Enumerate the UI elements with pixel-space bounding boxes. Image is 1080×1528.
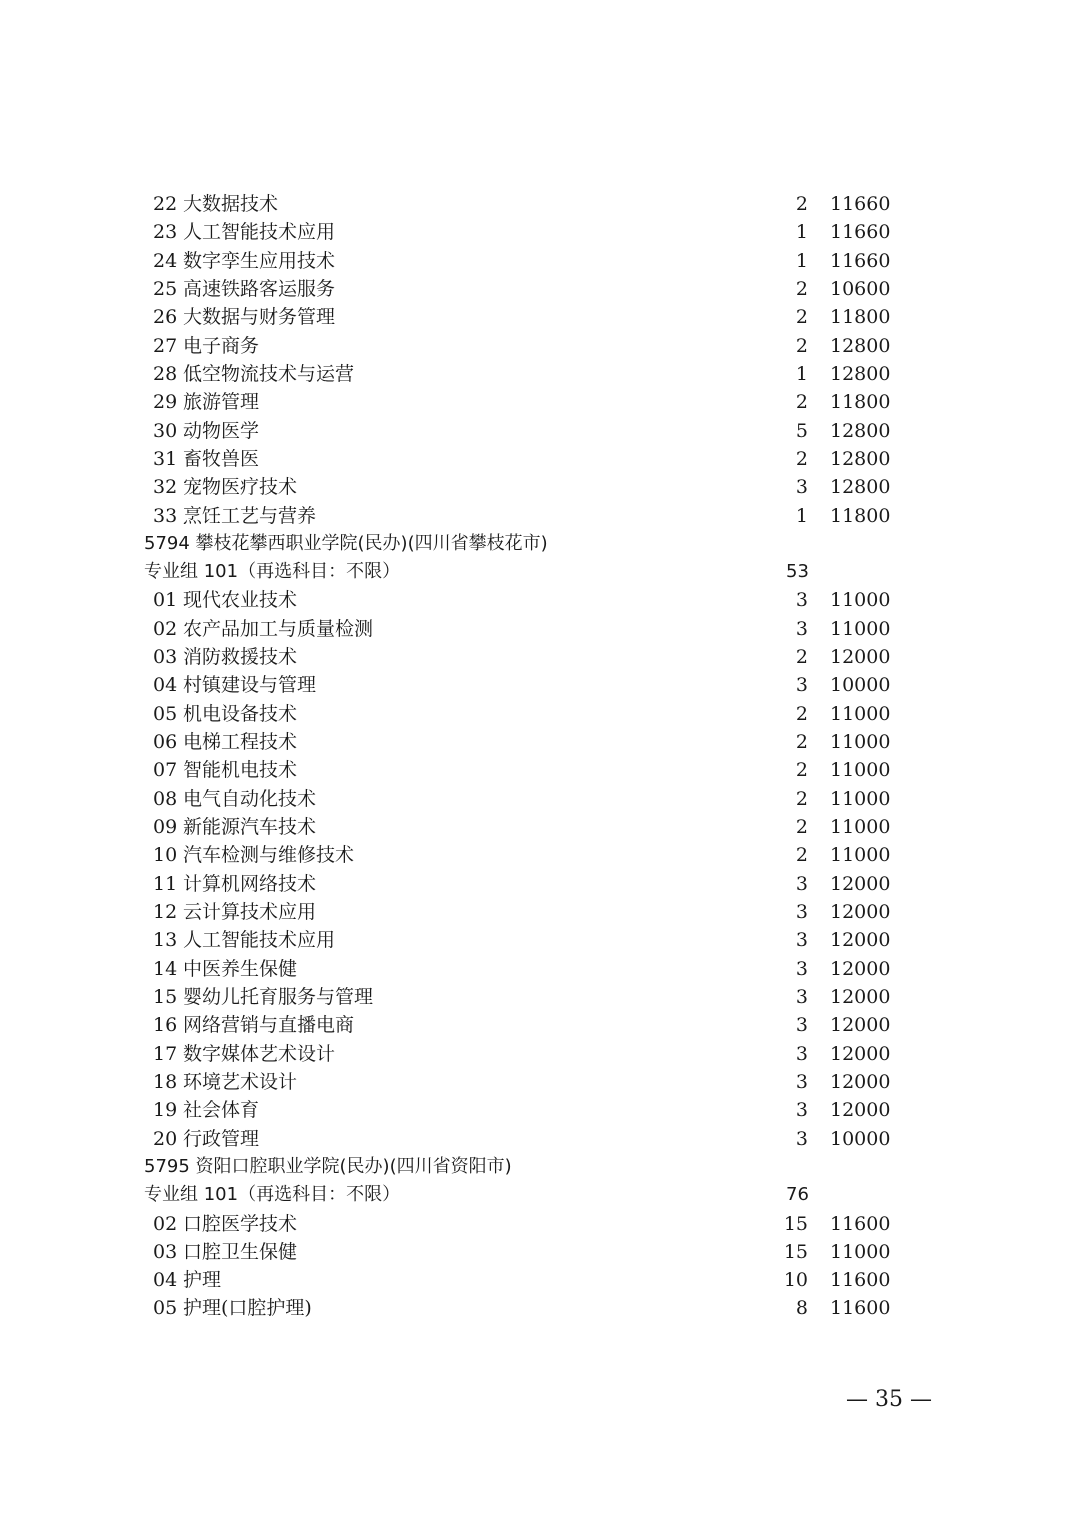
major-code: 22 bbox=[153, 193, 178, 215]
enrollment-count: 3 bbox=[795, 957, 808, 980]
tuition-fee: 10000 bbox=[830, 1127, 891, 1150]
tuition-fee: 12000 bbox=[830, 1014, 891, 1037]
tuition-fee: 12800 bbox=[830, 476, 891, 499]
tuition-fee: 11600 bbox=[830, 1269, 891, 1292]
page-number: — 35 — bbox=[846, 1387, 932, 1412]
enrollment-count: 3 bbox=[795, 1127, 808, 1150]
school-header bbox=[0, 530, 1080, 558]
major-code: 18 bbox=[153, 1070, 178, 1093]
major-row bbox=[0, 332, 1080, 360]
major-code: 23 bbox=[153, 221, 178, 244]
major-row bbox=[0, 926, 1080, 954]
tuition-fee: 11800 bbox=[830, 306, 891, 329]
major-code: 02 bbox=[153, 1212, 178, 1235]
tuition-fee: 11000 bbox=[830, 1240, 891, 1263]
enrollment-count: 2 bbox=[795, 731, 808, 754]
major-code: 20 bbox=[153, 1127, 178, 1150]
tuition-fee: 12000 bbox=[830, 1099, 891, 1122]
major-code: 19 bbox=[153, 1099, 178, 1122]
enrollment-count: 15 bbox=[783, 1212, 808, 1235]
major-row bbox=[0, 247, 1080, 275]
major-row bbox=[0, 643, 1080, 671]
tuition-fee: 11660 bbox=[830, 221, 891, 244]
major-row bbox=[0, 841, 1080, 869]
major-group-header bbox=[0, 1181, 1080, 1209]
tuition-fee: 12800 bbox=[830, 334, 891, 357]
major-row bbox=[0, 1096, 1080, 1124]
major-code: 15 bbox=[153, 985, 178, 1008]
major-name: 电气自动化技术 bbox=[183, 787, 317, 810]
major-code: 02 bbox=[153, 617, 178, 640]
enrollment-count: 3 bbox=[795, 674, 808, 697]
tuition-fee: 11000 bbox=[830, 787, 891, 810]
school-header bbox=[0, 1153, 1080, 1181]
enrollment-count: 2 bbox=[795, 193, 808, 215]
major-code: 25 bbox=[153, 277, 178, 300]
major-code: 26 bbox=[153, 306, 178, 329]
major-row bbox=[0, 813, 1080, 841]
major-row bbox=[0, 728, 1080, 756]
major-code: 09 bbox=[153, 816, 178, 839]
major-name: 口腔卫生保健 bbox=[183, 1240, 298, 1263]
major-code: 16 bbox=[153, 1014, 178, 1037]
major-row bbox=[0, 1040, 1080, 1068]
enrollment-count: 2 bbox=[795, 277, 808, 300]
tuition-fee: 11600 bbox=[830, 1297, 891, 1320]
tuition-fee: 11000 bbox=[830, 617, 891, 640]
major-code: 24 bbox=[153, 249, 178, 272]
enrollment-count: 3 bbox=[795, 985, 808, 1008]
major-name: 现代农业技术 bbox=[183, 589, 298, 612]
major-name: 新能源汽车技术 bbox=[183, 816, 317, 839]
major-row bbox=[0, 983, 1080, 1011]
tuition-fee: 12800 bbox=[830, 419, 891, 442]
major-row bbox=[0, 870, 1080, 898]
group-label: 专业组 101（再选科目：不限） bbox=[144, 1184, 401, 1206]
major-row bbox=[0, 700, 1080, 728]
enrollment-count: 3 bbox=[795, 1014, 808, 1037]
enrollment-count: 3 bbox=[795, 476, 808, 499]
major-code: 01 bbox=[153, 589, 178, 612]
enrollment-count: 2 bbox=[795, 844, 808, 867]
major-name: 畜牧兽医 bbox=[183, 447, 260, 470]
enrollment-count: 2 bbox=[795, 816, 808, 839]
enrollment-count: 2 bbox=[795, 447, 808, 470]
major-name: 大数据与财务管理 bbox=[183, 306, 336, 329]
major-name: 社会体育 bbox=[183, 1099, 260, 1122]
school-name: 5795 资阳口腔职业学院(民办)(四川省资阳市) bbox=[144, 1155, 512, 1177]
tuition-fee: 12000 bbox=[830, 929, 891, 952]
enrollment-count: 3 bbox=[795, 617, 808, 640]
major-name: 环境艺术设计 bbox=[183, 1070, 298, 1093]
enrollment-count: 3 bbox=[795, 872, 808, 895]
major-row bbox=[0, 586, 1080, 614]
major-row bbox=[0, 303, 1080, 331]
major-code: 07 bbox=[153, 759, 178, 782]
tuition-fee: 12000 bbox=[830, 1070, 891, 1093]
group-total-count: 76 bbox=[786, 1184, 809, 1206]
major-name: 宠物医疗技术 bbox=[183, 476, 298, 499]
major-code: 04 bbox=[153, 1269, 178, 1292]
major-code: 31 bbox=[153, 447, 178, 470]
major-code: 08 bbox=[153, 787, 178, 810]
major-name: 护理 bbox=[183, 1269, 222, 1292]
major-name: 低空物流技术与运营 bbox=[183, 362, 355, 385]
major-row bbox=[0, 1125, 1080, 1153]
enrollment-count: 2 bbox=[795, 702, 808, 725]
major-row bbox=[0, 360, 1080, 388]
major-code: 11 bbox=[153, 872, 178, 895]
tuition-fee: 11800 bbox=[830, 504, 891, 527]
enrollment-count: 2 bbox=[795, 334, 808, 357]
major-code: 10 bbox=[153, 844, 178, 867]
major-name: 口腔医学技术 bbox=[183, 1212, 298, 1235]
tuition-fee: 12000 bbox=[830, 985, 891, 1008]
enrollment-count: 3 bbox=[795, 1042, 808, 1065]
tuition-fee: 10600 bbox=[830, 277, 891, 300]
tuition-fee: 10000 bbox=[830, 674, 891, 697]
major-name: 行政管理 bbox=[183, 1127, 260, 1150]
major-name: 动物医学 bbox=[183, 419, 260, 442]
enrollment-count: 1 bbox=[795, 362, 808, 385]
enrollment-count: 5 bbox=[795, 419, 808, 442]
major-row bbox=[0, 1266, 1080, 1294]
major-name: 中医养生保健 bbox=[183, 957, 298, 980]
major-code: 33 bbox=[153, 504, 178, 527]
major-name: 汽车检测与维修技术 bbox=[183, 844, 355, 867]
major-name: 农产品加工与质量检测 bbox=[183, 617, 374, 640]
enrollment-count: 15 bbox=[783, 1240, 808, 1263]
major-code: 27 bbox=[153, 334, 178, 357]
major-name: 消防救援技术 bbox=[183, 646, 298, 669]
major-name: 云计算技术应用 bbox=[183, 901, 317, 923]
major-row bbox=[0, 898, 1080, 926]
tuition-fee: 12000 bbox=[830, 1042, 891, 1065]
major-code: 30 bbox=[153, 419, 178, 442]
major-row bbox=[0, 1238, 1080, 1266]
major-name: 机电设备技术 bbox=[183, 702, 298, 725]
tuition-fee: 11000 bbox=[830, 702, 891, 725]
major-row bbox=[0, 1210, 1080, 1238]
tuition-fee: 11660 bbox=[830, 193, 891, 215]
major-name: 大数据技术 bbox=[183, 193, 279, 215]
enrollment-count: 2 bbox=[795, 787, 808, 810]
tuition-fee: 11000 bbox=[830, 844, 891, 867]
major-name: 智能机电技术 bbox=[183, 759, 298, 782]
group-total-count: 53 bbox=[786, 561, 809, 583]
major-row bbox=[0, 388, 1080, 416]
major-name: 村镇建设与管理 bbox=[183, 674, 317, 697]
major-code: 05 bbox=[153, 1297, 178, 1320]
major-code: 32 bbox=[153, 476, 178, 499]
major-name: 电梯工程技术 bbox=[183, 731, 298, 754]
major-name: 婴幼儿托育服务与管理 bbox=[183, 985, 374, 1008]
major-row bbox=[0, 671, 1080, 699]
major-row bbox=[0, 1068, 1080, 1096]
enrollment-count: 3 bbox=[795, 589, 808, 612]
tuition-fee: 12800 bbox=[830, 447, 891, 470]
enrollment-count: 10 bbox=[783, 1269, 808, 1292]
major-row bbox=[0, 473, 1080, 501]
school-name: 5794 攀枝花攀西职业学院(民办)(四川省攀枝花市) bbox=[144, 532, 548, 554]
enrollment-count: 2 bbox=[795, 759, 808, 782]
major-name: 电子商务 bbox=[183, 334, 260, 357]
major-row bbox=[0, 955, 1080, 983]
major-code: 14 bbox=[153, 957, 178, 980]
enrollment-count: 2 bbox=[795, 391, 808, 414]
tuition-fee: 11800 bbox=[830, 391, 891, 414]
major-code: 03 bbox=[153, 646, 178, 669]
tuition-fee: 11000 bbox=[830, 759, 891, 782]
major-name: 人工智能技术应用 bbox=[183, 929, 336, 952]
enrollment-count: 3 bbox=[795, 1070, 808, 1093]
major-group-header bbox=[0, 558, 1080, 586]
major-name: 人工智能技术应用 bbox=[183, 221, 336, 244]
tuition-fee: 11000 bbox=[830, 589, 891, 612]
major-code: 04 bbox=[153, 674, 178, 697]
tuition-fee: 12000 bbox=[830, 872, 891, 895]
major-name: 数字媒体艺术设计 bbox=[183, 1042, 336, 1065]
tuition-fee: 11660 bbox=[830, 249, 891, 272]
tuition-fee: 12000 bbox=[830, 901, 891, 923]
major-code: 05 bbox=[153, 702, 178, 725]
enrollment-count: 3 bbox=[795, 929, 808, 952]
major-code: 12 bbox=[153, 901, 178, 923]
tuition-fee: 12800 bbox=[830, 362, 891, 385]
major-code: 29 bbox=[153, 391, 178, 414]
major-row bbox=[0, 502, 1080, 530]
enrollment-count: 8 bbox=[795, 1297, 808, 1320]
enrollment-count: 1 bbox=[795, 249, 808, 272]
major-row bbox=[0, 445, 1080, 473]
major-row bbox=[0, 218, 1080, 246]
tuition-fee: 12000 bbox=[830, 646, 891, 669]
enrollment-count: 3 bbox=[795, 1099, 808, 1122]
major-code: 13 bbox=[153, 929, 178, 952]
tuition-fee: 12000 bbox=[830, 957, 891, 980]
tuition-fee: 11000 bbox=[830, 731, 891, 754]
major-name: 旅游管理 bbox=[183, 391, 260, 414]
major-name: 计算机网络技术 bbox=[183, 872, 317, 895]
enrollment-count: 2 bbox=[795, 306, 808, 329]
major-row bbox=[0, 785, 1080, 813]
group-label: 专业组 101（再选科目：不限） bbox=[144, 561, 401, 583]
major-row bbox=[0, 190, 1080, 218]
major-name: 数字孪生应用技术 bbox=[183, 249, 336, 272]
major-name: 高速铁路客运服务 bbox=[183, 277, 336, 300]
major-code: 06 bbox=[153, 731, 178, 754]
major-row bbox=[0, 756, 1080, 784]
tuition-fee: 11000 bbox=[830, 816, 891, 839]
major-row bbox=[0, 275, 1080, 303]
major-name: 网络营销与直播电商 bbox=[183, 1014, 355, 1037]
major-row bbox=[0, 1011, 1080, 1039]
enrollment-count: 3 bbox=[795, 901, 808, 923]
major-code: 17 bbox=[153, 1042, 178, 1065]
enrollment-count: 1 bbox=[795, 504, 808, 527]
major-row bbox=[0, 1294, 1080, 1322]
enrollment-count: 1 bbox=[795, 221, 808, 244]
major-code: 03 bbox=[153, 1240, 178, 1263]
tuition-fee: 11600 bbox=[830, 1212, 891, 1235]
major-row bbox=[0, 417, 1080, 445]
major-name: 烹饪工艺与营养 bbox=[183, 504, 317, 527]
enrollment-count: 2 bbox=[795, 646, 808, 669]
major-name: 护理(口腔护理) bbox=[183, 1297, 312, 1320]
major-row bbox=[0, 615, 1080, 643]
major-code: 28 bbox=[153, 362, 178, 385]
